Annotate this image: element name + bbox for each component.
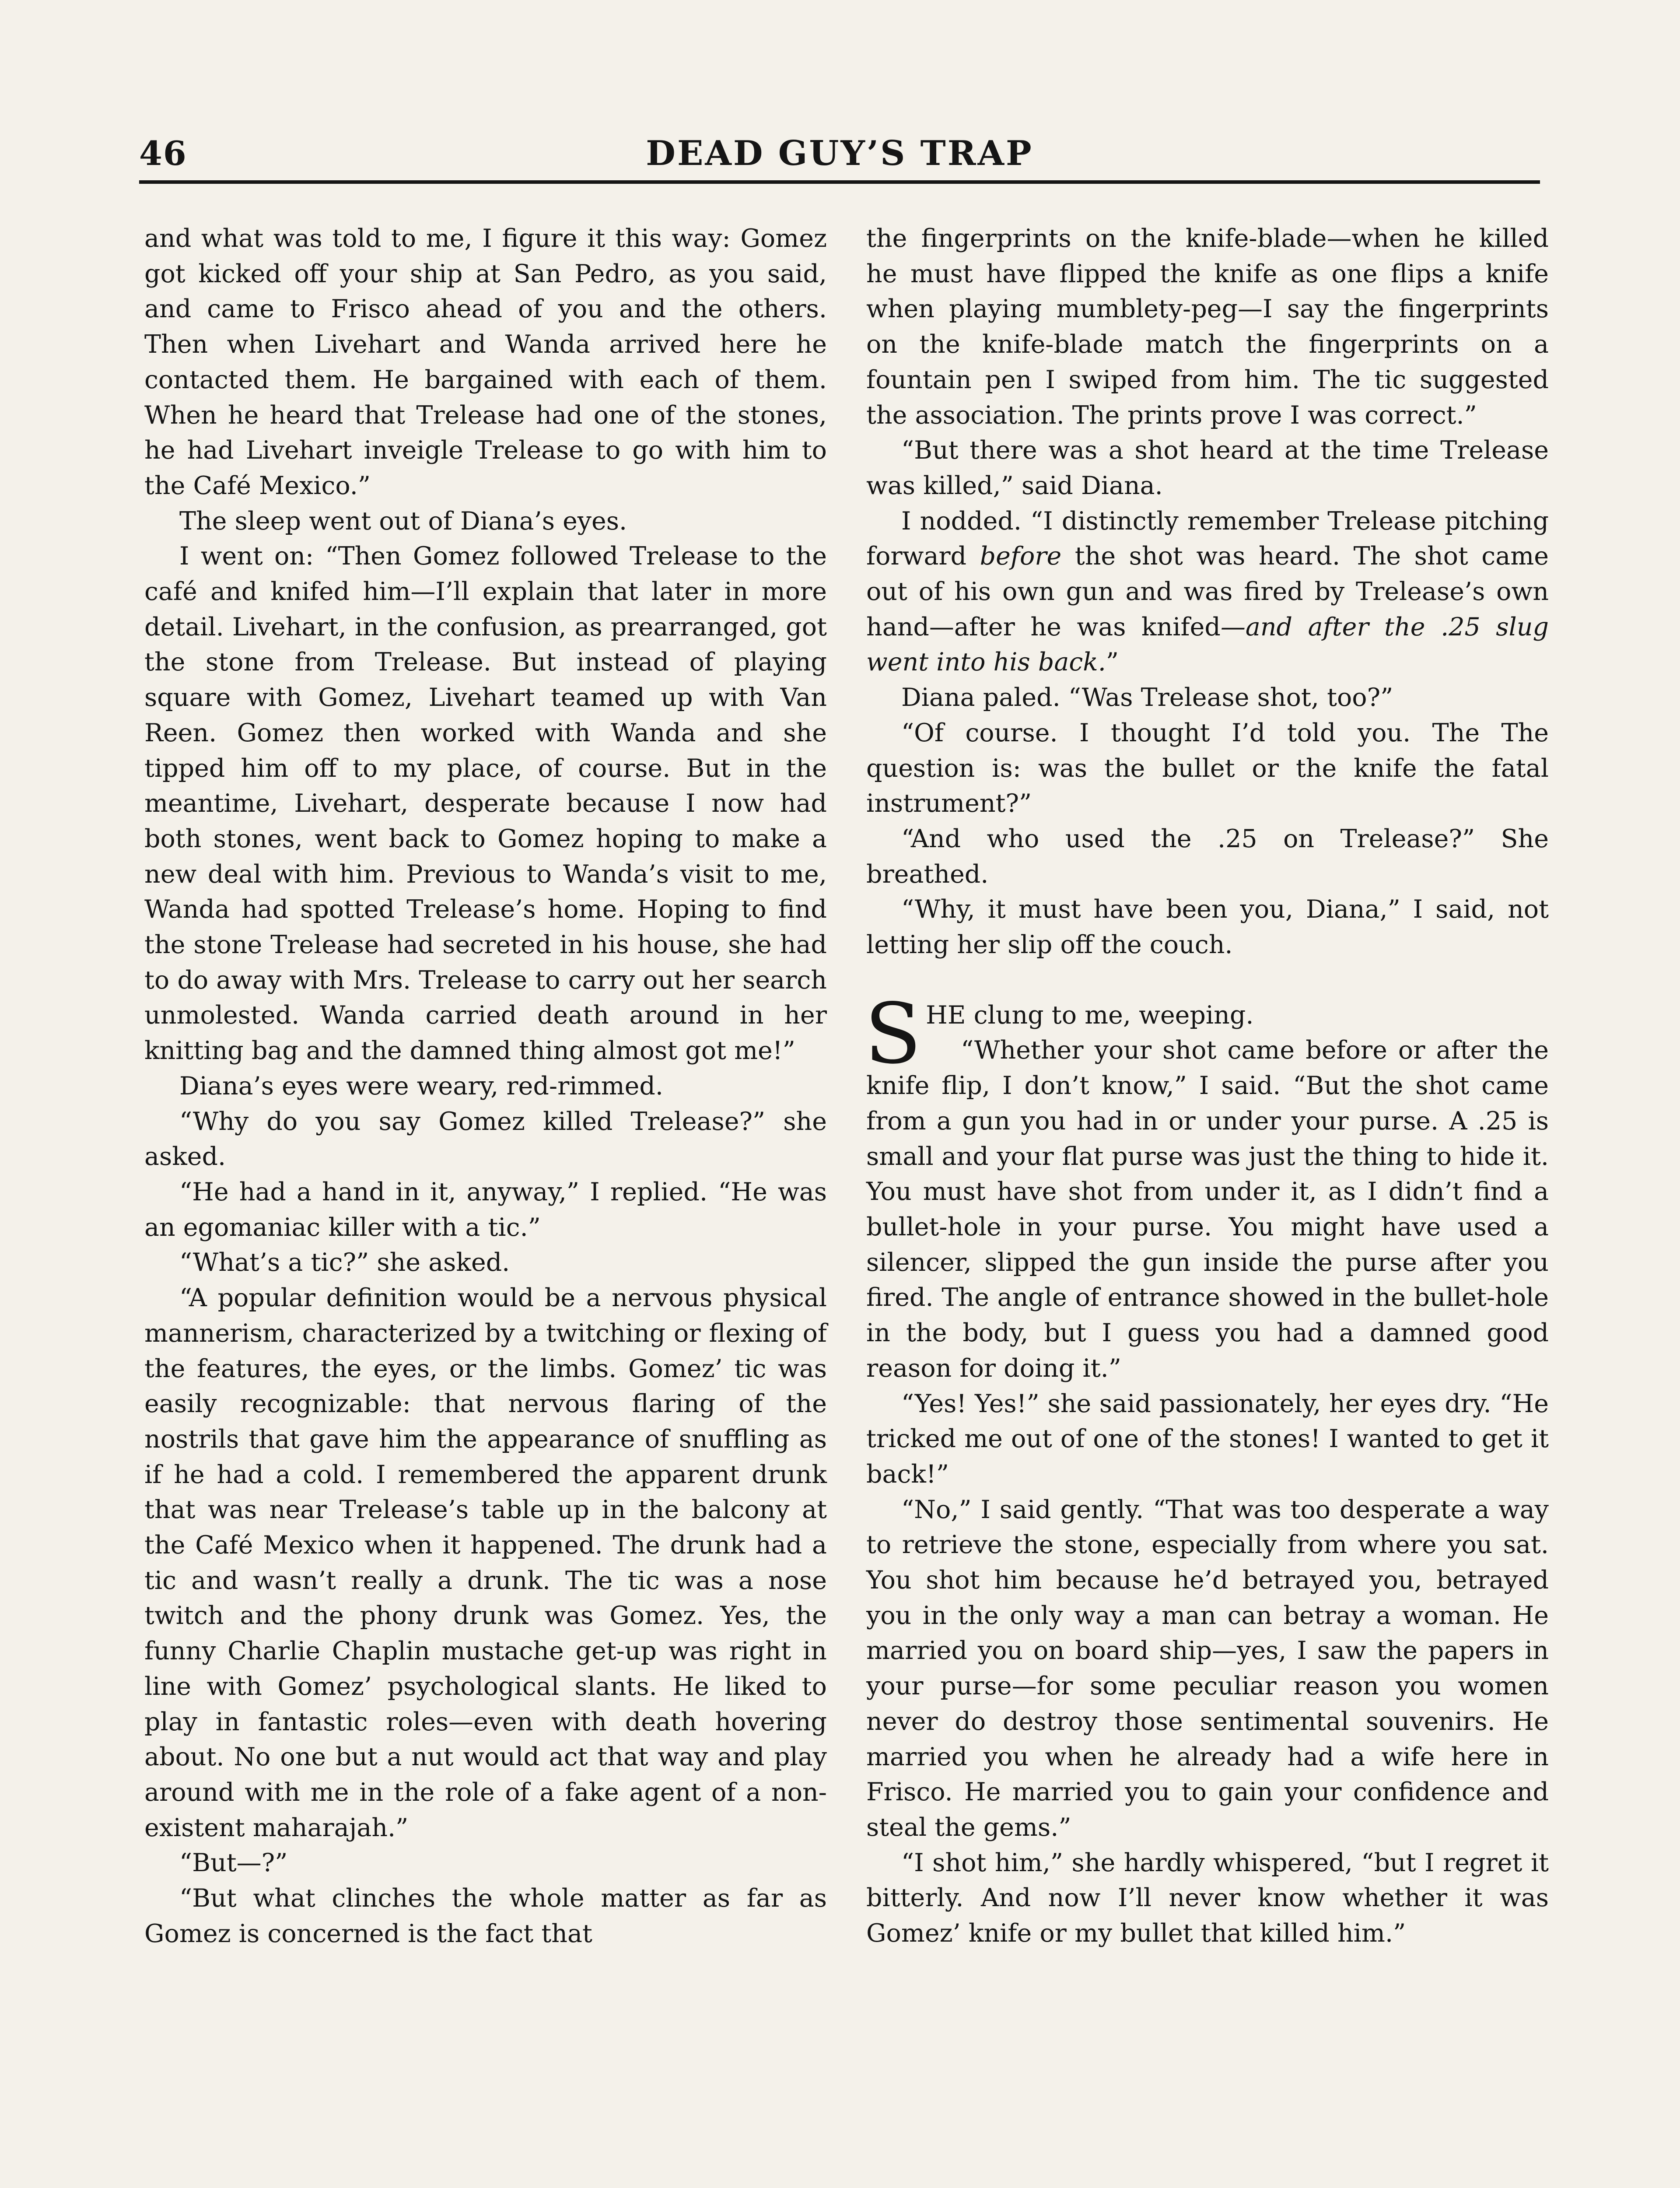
left-column [144,221,827,1951]
section-break [866,963,1549,998]
paragraph: I went on: “Then Gomez followed Trelease to the café and knifed him—I’ll explain that later in more detail. Livehart, in the confusion, as prearranged, got the stone from Trelease. But instead of playing square with Gomez, Livehart teamed up with Van Reen. Gomez then worked with Wanda and she tipped him off to my place, of course. But in the meantime, Livehart, desperate because I now had both stones, went back to Gomez hoping to make a new deal with him. Previous to Wanda’s visit to me, Wanda had spotted Trelease’s home. Hoping to find the stone Trelease had secreted in his house, she had to do away with Mrs. Trelease to carry out her search unmolested. Wanda carried death around in her knitting bag and the damned thing almost got me!” [144,542,827,1066]
header-rule [139,180,1540,184]
paragraph: “Why, it must have been you, Diana,” I said, not letting her slip off the couch. [866,895,1549,960]
paragraph: “But there was a shot heard at the time Trelease was killed,” said Diana. [866,436,1549,500]
paragraph: “Why do you say Gomez killed Trelease?” she asked. [144,1107,827,1171]
italic-text: before [980,542,1062,571]
italic-text: —and after the .25 slug went into his back. [866,612,1549,677]
paragraph: “He had a hand in it, anyway,” I replied. “He was an egomaniac killer with a tic.” [144,1177,827,1242]
paragraph: the fingerprints on the knife-blade—when he killed he must have flipped the knife as one flips a knife when playing mumblety-peg—I say the fingerprints on the knife-blade match the fingerprints on a fountain pen I swiped from him. The tic suggested the association. The prints prove I was correct.” [866,224,1549,430]
paragraph: The sleep went out of Diana’s eyes. [179,506,627,536]
paragraph [864,985,1549,1082]
paragraph: “But what clinches the whole matter as far as Gomez is concerned is the fact that [144,1884,827,1948]
paragraph: “Whether your shot came before or after the knife flip, I don’t know,” I said. “But the shot came from a gun you had in or under your purse. A .25 is small and your flat purse was just the thing to hide it. You must have shot from under it, as I didn’t find a bullet-hole in your purse. You might have used a silencer, slipped the gun inside the purse after you fired. The angle of entrance showed in the bullet-hole in the body, but I guess you had a damned good reason for doing it.” [866,1036,1549,1383]
paragraph: “Yes! Yes!” she said passionately, her eyes dry. “He tricked me out of one of the stones! I wanted to get it back!” [866,1389,1549,1489]
page-number: 46 [139,134,187,173]
text-run: the shot was heard. The shot came out of his own gun and was fired by Trelease’s own hand—after he was knifed [866,542,1549,642]
paragraph: “A popular definition would be a nervous physical mannerism, characterized by a twitching or flexing of the features, the eyes, or the limbs. Gomez’ tic was easily recognizable: that nervous flaring of the nostrils that gave him the appearance of snuffling as if he had a cold. I remembered the apparent drunk that was near Trelease’s table up in the balcony at the Café Mexico when it happened. The drunk had a tic and wasn’t really a drunk. The tic was a nose twitch and the phony drunk was Gomez. Yes, the funny Charlie Chaplin mustache get-up was right in line with Gomez’ psychological slants. He liked to play in fantastic roles—even with death hovering about. No one but a nut would act that way and play around with me in the role of a fake agent of a non-existent maharajah.” [144,1283,827,1842]
text-run: HE clung to me, weeping. [926,1000,1254,1030]
paragraph: and what was told to me, I figure it this way: Gomez got kicked off your ship at San Pedro, as you said, and came to Frisco ahead of you and the others. Then when Livehart and Wanda arrived here he contacted them. He bargained with each of them. When he heard that Trelease had one of the stones, he had Livehart inveigle Trelease to go with him to the Café Mexico.” [144,224,827,500]
drop-cap: S [864,985,922,1082]
running-title: DEAD GUY’S TRAP [646,133,1033,173]
paragraph: Diana paled. “Was Trelease shot, too?” [901,683,1393,712]
paragraph: “I shot him,” she hardly whispered, “but I regret it bitterly. And now I’ll never know whether it was Gomez’ knife or my bullet that killed him.” [866,1848,1549,1948]
paragraph: “What’s a tic?” she asked. [179,1248,510,1277]
text-run: ” [1106,648,1119,677]
right-column [866,221,1549,1951]
paragraph: “But—?” [179,1848,288,1878]
page-header [139,131,1540,180]
text-run: I nodded. “I distinctly remember Trelease pitching forward [866,506,1549,571]
paragraph: “No,” I said gently. “That was too desperate a way to retrieve the stone, especially from where you sat. You shot him because he’d betrayed you, betrayed you in the only way a man can betray a woman. He married you on board ship—yes, I saw the papers in your purse—for some peculiar reason you women never do destroy those sentimental souvenirs. He married you when he already had a wife here in Frisco. He married you to gain your confidence and steal the gems.” [866,1495,1549,1842]
paragraph: “Of course. I thought I’d told you. The The question is: was the bullet or the knife the fatal instrument?” [866,718,1549,818]
paragraph: “And who used the .25 on Trelease?” She breathed. [866,824,1549,889]
paragraph: Diana’s eyes were weary, red-rimmed. [179,1071,664,1101]
paragraph [866,504,1549,680]
